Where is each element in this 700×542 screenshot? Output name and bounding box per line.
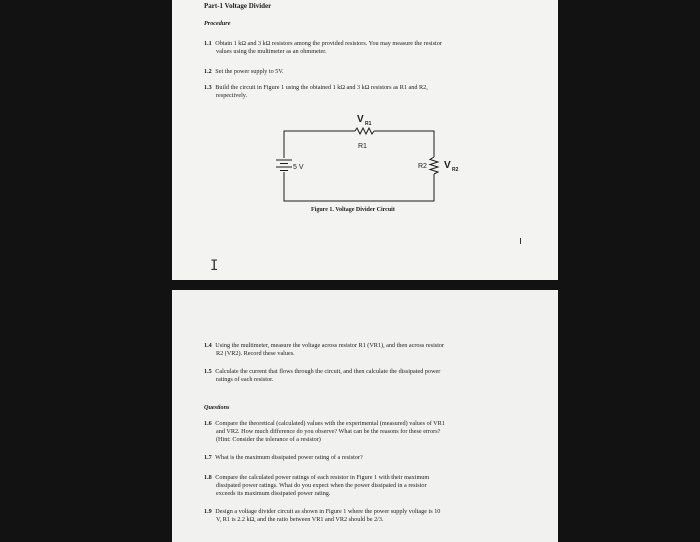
- resistor-r2-symbol: [430, 157, 438, 174]
- step-text: Set the power supply to 5V.: [215, 68, 284, 75]
- step-1-3-cont: respectively.: [216, 92, 248, 99]
- step-1-4: [204, 342, 544, 350]
- vr2-label: V: [444, 160, 451, 171]
- figure-caption: Figure 1. Voltage Divider Circuit: [311, 207, 395, 213]
- step-text: Calculate the current that flows through the circuit, and then calculate the dissipated power: [215, 368, 441, 375]
- step-text: Obtain 1 kΩ and 3 kΩ resistors among the provided resistors. You may measure the resistor: [215, 40, 442, 47]
- step-number: 1.1: [204, 40, 212, 47]
- step-text: Using the multimeter, measure the voltage across resistor R1 (VR1), and then across resistor: [215, 342, 445, 349]
- dc-source-symbol: [276, 160, 292, 171]
- source-label: 5 V: [293, 164, 304, 171]
- question-number: 1.7: [204, 454, 212, 461]
- section-title: Part-1 Voltage Divider: [204, 2, 272, 10]
- question-1-6: [204, 420, 544, 428]
- r2-label: R2: [418, 163, 427, 170]
- vr1-subscript: R1: [365, 121, 372, 127]
- step-1-5: [204, 368, 544, 376]
- step-1-5-cont: ratings of each resistor.: [216, 376, 274, 383]
- question-1-8-cont: dissipated power ratings. What do you expect when the power dissipated in a resistor: [216, 482, 427, 489]
- question-number: 1.9: [204, 508, 212, 515]
- vr2-subscript: R2: [452, 167, 459, 173]
- circuit-wire-bottom: [284, 172, 434, 201]
- question-1-7: [204, 454, 363, 462]
- circuit-wire-top-left: [284, 131, 355, 158]
- question-1-6-hint: (Hint: Consider the tolerance of a resistor): [216, 436, 321, 443]
- question-text: Compare the calculated power ratings of each resistor in Figure 1 with their maximum: [215, 474, 430, 481]
- step-number: 1.3: [204, 84, 212, 91]
- resistor-r1-symbol: [355, 128, 374, 134]
- questions-heading: Questions: [204, 404, 230, 411]
- question-1-8-cont2: exceeds its maximum dissipated power rating.: [216, 490, 331, 497]
- question-text: Design a voltage divider circuit as shown in Figure 1 where the power supply voltage is 10: [215, 508, 441, 515]
- question-1-6-cont: and VR2. How much difference do you observe? What can be the reasons for these errors?: [216, 428, 441, 435]
- question-1-8: [204, 474, 544, 482]
- question-1-9: [204, 508, 544, 516]
- step-number: 1.5: [204, 368, 212, 375]
- question-number: 1.6: [204, 420, 212, 427]
- text-cursor-ibeam-icon: I: [210, 258, 219, 274]
- question-text: What is the maximum dissipated power rating of a resistor?: [215, 454, 363, 461]
- worksheet-page-1: [172, 0, 558, 280]
- step-text: Build the circuit in Figure 1 using the obtained 1 kΩ and 3 kΩ resistors as R1 and R2,: [215, 84, 428, 91]
- step-number: 1.2: [204, 68, 212, 75]
- step-1-1-cont: values using the multimeter as an ohmmeter.: [216, 48, 327, 55]
- procedure-heading: Procedure: [204, 20, 231, 27]
- r1-label: R1: [358, 143, 367, 150]
- step-number: 1.4: [204, 342, 212, 349]
- question-text: Compare the theoretical (calculated) values with the experimental (measured) values of VR1: [215, 420, 445, 427]
- question-1-9-cont: V, R1 is 2.2 kΩ, and the ratio between VR1 and VR2 should be 2/3.: [216, 516, 384, 523]
- worksheet-page-2: [172, 290, 558, 542]
- question-number: 1.8: [204, 474, 212, 481]
- voltage-divider-circuit: [172, 0, 558, 280]
- step-1-4-cont: R2 (VR2). Record these values.: [216, 350, 295, 357]
- vr1-label: V: [357, 114, 364, 125]
- text-cursor-mark: [520, 238, 521, 244]
- circuit-wire-top-right: [374, 131, 434, 157]
